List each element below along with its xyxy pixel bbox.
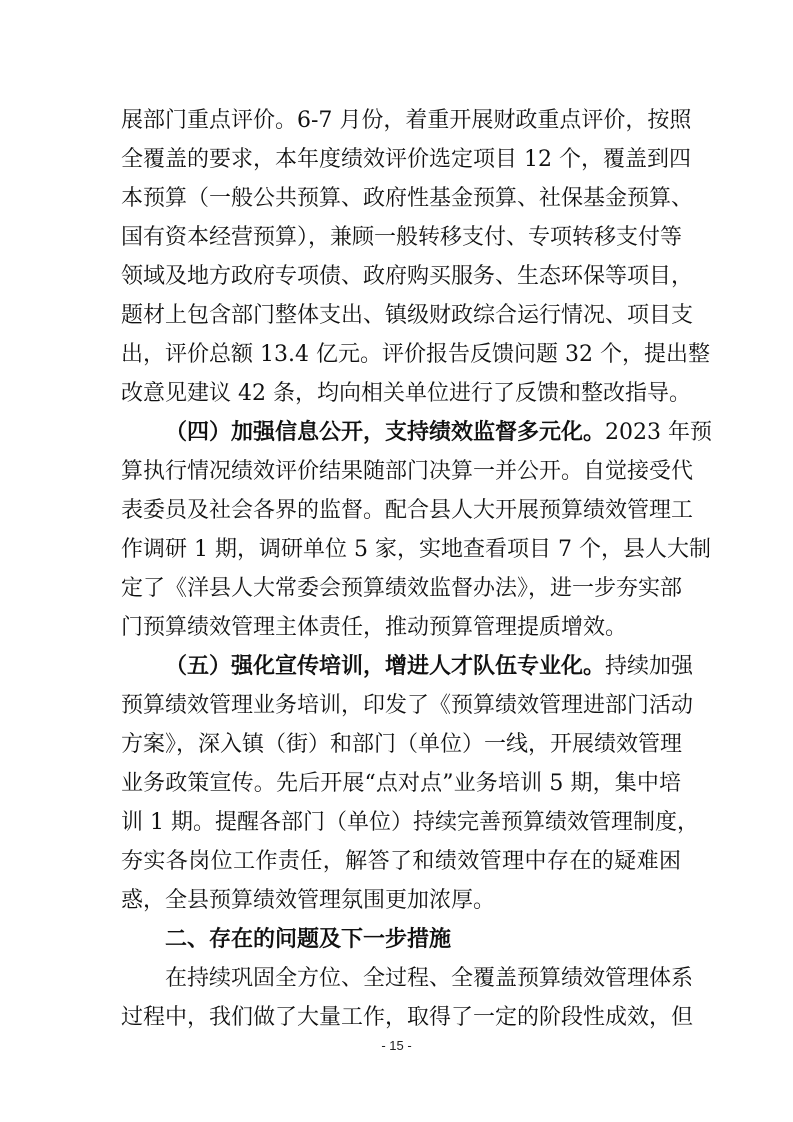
- text-line: 惑，全县预算绩效管理氛围更加浓厚。: [121, 888, 496, 913]
- paragraph-text: 2023 年预: [605, 420, 712, 445]
- text-line: 过程中，我们做了大量工作，取得了一定的阶段性成效，但: [121, 1005, 694, 1030]
- text-line: 预算绩效管理业务培训，印发了《预算绩效管理进部门活动: [121, 693, 694, 718]
- page-number: - 15 -: [381, 1038, 412, 1053]
- text-line: 作调研 1 期，调研单位 5 家，实地查看项目 7 个，县人大制: [121, 537, 711, 562]
- text-line: 定了《洋县人大常委会预算绩效监督办法》，进一步夯实部: [121, 576, 683, 601]
- text-line: 题材上包含部门整体支出、镇级财政综合运行情况、项目支: [121, 303, 694, 328]
- text-line: 本预算（一般公共预算、政府性基金预算、社保基金预算、: [121, 186, 694, 211]
- paragraph-first-line: [121, 413, 712, 452]
- paragraph-first-line: [121, 647, 694, 686]
- text-line: 国有资本经营预算），兼顾一般转移支付、专项转移支付等: [121, 225, 683, 250]
- text-line: 夯实各岗位工作责任，解答了和绩效管理中存在的疑难困: [121, 849, 681, 874]
- paragraph-first-line: 在持续巩固全方位、全过程、全覆盖预算绩效管理体系: [165, 966, 694, 991]
- text-line: 训 1 期。提醒各部门（单位）持续完善预算绩效管理制度，: [121, 810, 699, 835]
- text-line: 改意见建议 42 条，均向相关单位进行了反馈和整改指导。: [121, 381, 691, 406]
- paragraph-lead: （五）强化宣传培训，增进人才队伍专业化。: [165, 653, 606, 679]
- text-line: 展部门重点评价。6-7 月份，着重开展财政重点评价，按照: [121, 108, 692, 133]
- text-line: 业务政策宣传。先后开展“点对点”业务培训 5 期，集中培: [121, 771, 681, 796]
- section-heading: 二、存在的问题及下一步措施: [165, 927, 452, 952]
- body-text: [121, 101, 712, 1037]
- paragraph-lead: （四）加强信息公开，支持绩效监督多元化。: [165, 419, 606, 445]
- text-line: 领域及地方政府专项债、政府购买服务、生态环保等项目，: [121, 264, 694, 289]
- text-line: 算执行情况绩效评价结果随部门决算一并公开。自觉接受代: [121, 459, 694, 484]
- text-line: 表委员及社会各界的监督。配合县人大开展预算绩效管理工: [121, 498, 694, 523]
- text-line: 全覆盖的要求，本年度绩效评价选定项目 12 个，覆盖到四: [121, 147, 691, 172]
- text-line: 方案》，深入镇（街）和部门（单位）一线，开展绩效管理: [121, 732, 683, 757]
- text-line: 门预算绩效管理主体责任，推动预算管理提质增效。: [121, 615, 628, 640]
- paragraph-text: 持续加强: [605, 654, 694, 679]
- text-line: 出，评价总额 13.4 亿元。评价报告反馈问题 32 个，提出整: [121, 342, 710, 367]
